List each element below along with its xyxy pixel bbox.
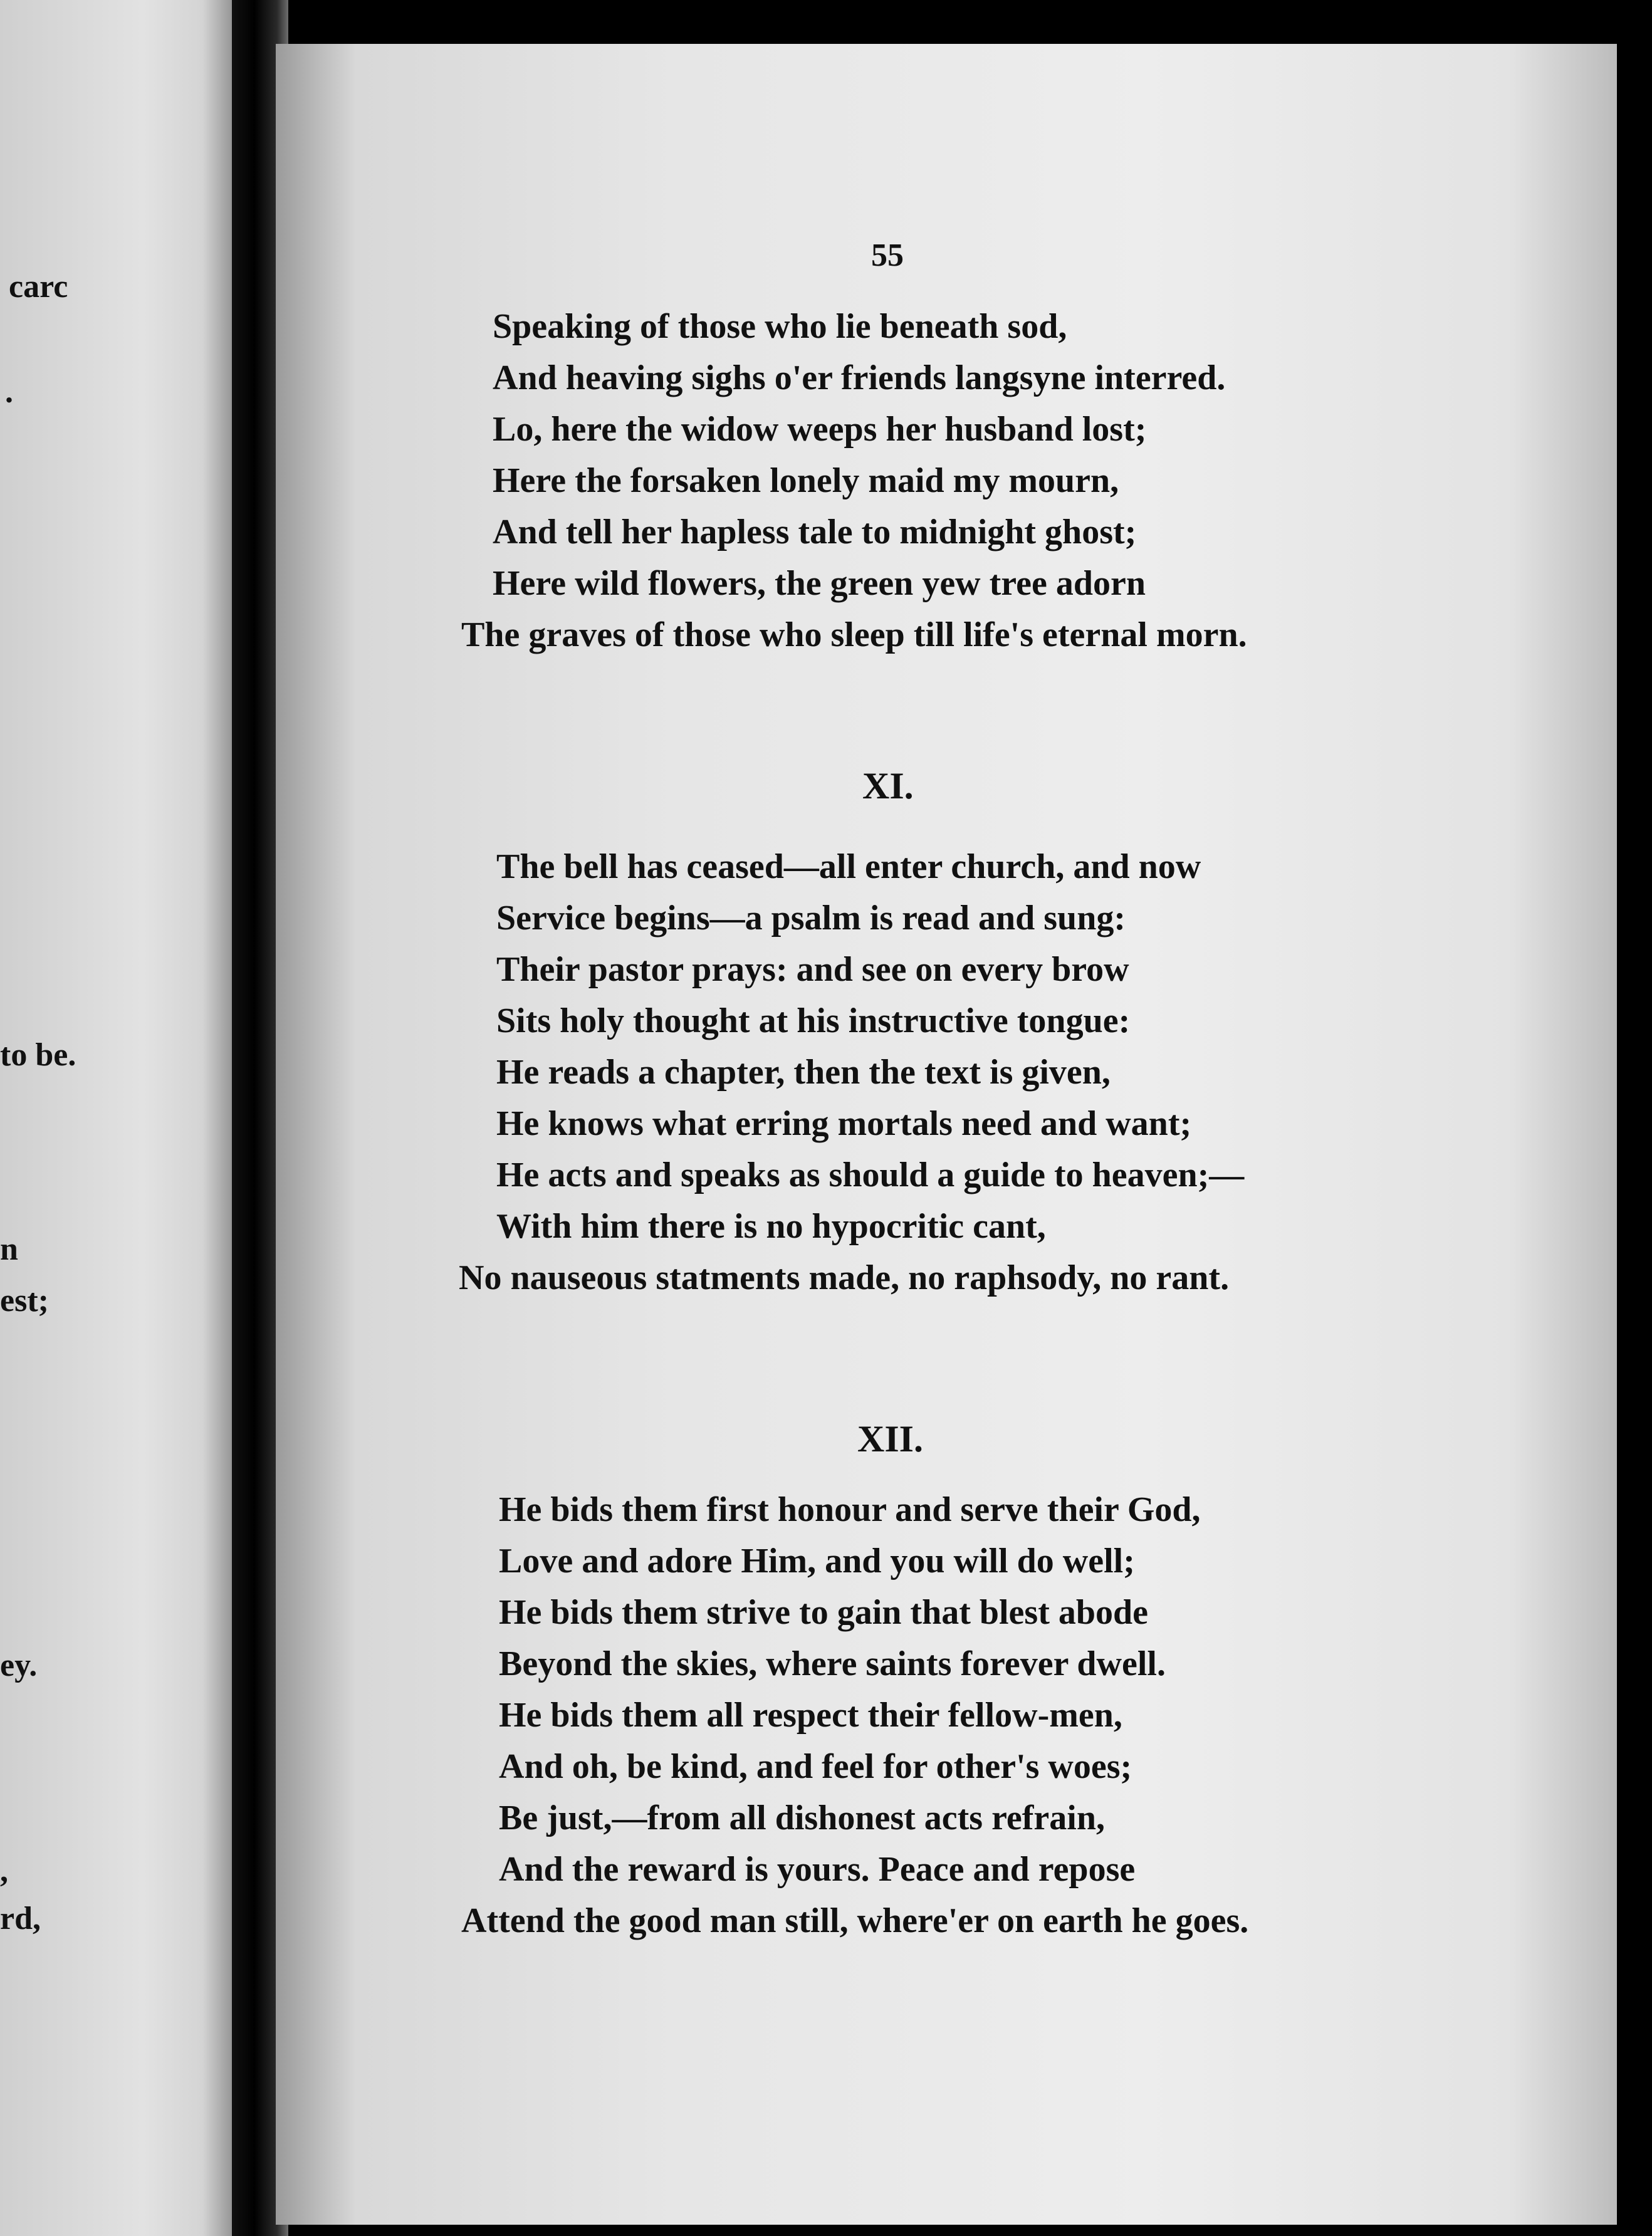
left-page-fragment: , (0, 1853, 8, 1889)
verse-line: Attend the good man still, where'er on earth he goes. (461, 1901, 1249, 1940)
page-number: 55 (871, 238, 904, 273)
verse-line: The bell has ceased—all enter church, and now (496, 847, 1201, 886)
verse-line: Here the forsaken lonely maid my mourn, (493, 461, 1119, 500)
verse-line: Be just,—from all dishonest acts refrain, (499, 1799, 1105, 1837)
stanza-2 (459, 841, 1374, 1303)
left-page-fragment: . (5, 374, 13, 410)
stanza-numeral: XII. (857, 1418, 924, 1460)
verse-line: He bids them first honour and serve their God, (499, 1490, 1201, 1529)
left-page-fragment: n (0, 1231, 18, 1267)
verse-line: Beyond the skies, where saints forever dwell. (499, 1644, 1166, 1683)
verse-line: He acts and speaks as should a guide to heaven;— (496, 1156, 1245, 1194)
previous-page-edge (0, 0, 238, 2236)
verse-line: He knows what erring mortals need and want; (496, 1104, 1192, 1143)
stanza-3 (461, 1484, 1376, 1946)
verse-line: He reads a chapter, then the text is given, (496, 1053, 1111, 1092)
left-page-fragment: est; (0, 1283, 49, 1319)
stanza-numeral: XI. (862, 765, 914, 807)
verse-line: He bids them strive to gain that blest abode (499, 1593, 1148, 1632)
verse-line: No nauseous statments made, no raphsody, no rant. (459, 1258, 1230, 1297)
verse-line: Lo, here the widow weeps her husband lost; (493, 410, 1147, 449)
verse-line: With him there is no hypocritic cant, (496, 1207, 1046, 1246)
left-page-fragment: rd, (0, 1901, 41, 1936)
verse-line: Speaking of those who lie beneath sod, (493, 307, 1067, 346)
verse-line: Their pastor prays: and see on every brow (496, 950, 1129, 989)
verse-line: Service begins—a psalm is read and sung: (496, 899, 1126, 938)
stanza-1 (461, 301, 1370, 661)
verse-line: Love and adore Him, and you will do well; (499, 1542, 1135, 1580)
verse-line: The graves of those who sleep till life's eternal morn. (461, 615, 1247, 654)
verse-line: And tell her hapless tale to midnight ghost; (493, 513, 1137, 551)
left-page-fragment: carc (9, 269, 68, 305)
verse-line: Sits holy thought at his instructive tongue: (496, 1001, 1131, 1040)
verse-line: Here wild flowers, the green yew tree adorn (493, 564, 1146, 603)
verse-line: And the reward is yours. Peace and repose (499, 1850, 1136, 1889)
verse-line: And heaving sighs o'er friends langsyne interred. (493, 358, 1226, 397)
verse-line: He bids them all respect their fellow-men, (499, 1696, 1122, 1735)
left-page-fragment: ey. (0, 1648, 38, 1683)
verse-line: And oh, be kind, and feel for other's woes; (499, 1747, 1132, 1786)
left-page-fragment: to be. (0, 1037, 76, 1073)
